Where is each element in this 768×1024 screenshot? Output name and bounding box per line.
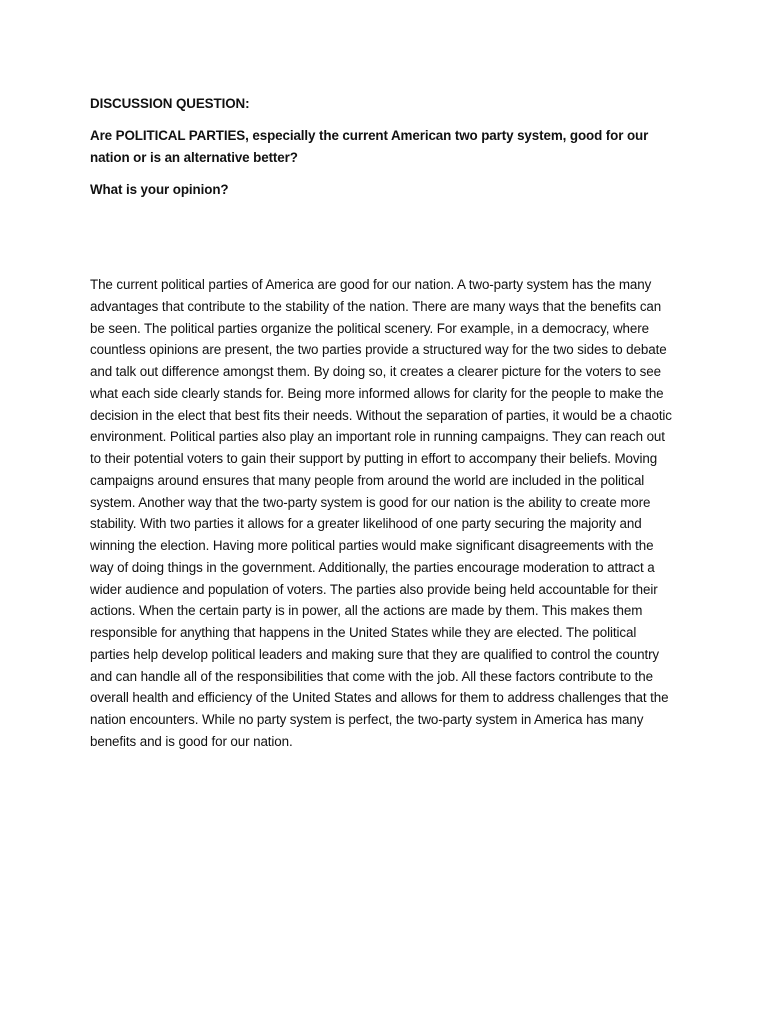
question-header	[90, 93, 650, 201]
discussion-question: Are POLITICAL PARTIES, especially the current American two party system, good for our nation or is an alternative better?	[90, 128, 649, 165]
answer-paragraph: The current political parties of America are good for our nation. A two-party system has the many advantages that contribute to the stability of the nation. There are many ways that the benefits can be seen. The political parties organize the political scenery. For example, in a democracy, where countless opinions are present, the two parties provide a structured way for the two sides to debate and talk out difference amongst them. By doing so, it creates a clearer picture for the voters to see what each side clearly stands for. Being more informed allows for clarity for the people to make the decision in the elect that best fits their needs. Without the separation of parties, it would be a chaotic environment. Political parties also play an important role in running campaigns. They can reach out to their potential voters to gain their support by putting in effort to accompany their beliefs. Moving campaigns around ensures that many people from around the world are included in the political system. Another way that the two-party system is good for our nation is the ability to create more stability. With two parties it allows for a greater likelihood of one party securing the majority and winning the election. Having more political parties would make significant disagreements with the way of doing things in the government. Additionally, the parties encourage moderation to attract a wider audience and population of voters. The parties also provide being held accountable for their actions. When the certain party is in power, all the actions are made by them. This makes them responsible for anything that happens in the United States while they are elected. The political parties help develop political leaders and making sure that they are qualified to control the country and can handle all of the responsibilities that come with the job. All these factors contribute to the overall health and efficiency of the United States and allows for them to address challenges that the nation encounters. While no party system is perfect, the two-party system in America has many benefits and is good for our nation.	[90, 277, 672, 749]
discussion-label: DISCUSSION QUESTION:	[90, 96, 250, 111]
opinion-prompt: What is your opinion?	[90, 182, 229, 197]
